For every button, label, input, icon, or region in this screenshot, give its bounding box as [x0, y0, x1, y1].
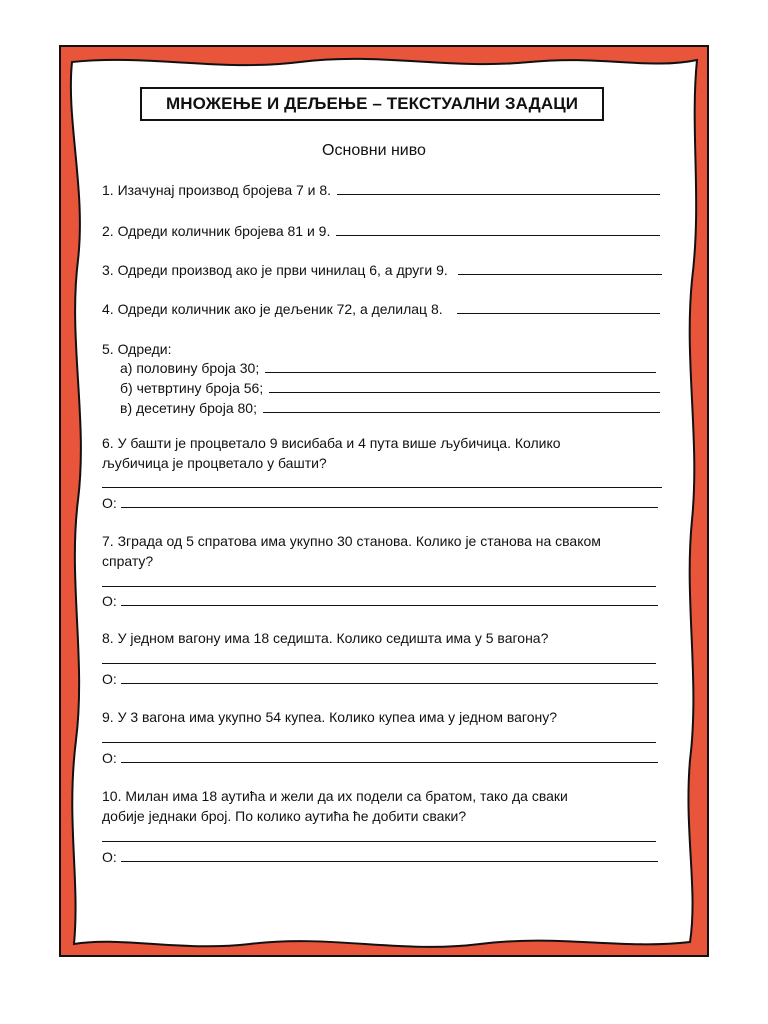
work-line[interactable] — [102, 841, 656, 842]
task-8-text: 8. У једном вагону има 18 седишта. Колико седишта има у 5 вагона? — [102, 630, 549, 646]
task-2 — [102, 219, 660, 239]
task-6-text: 6. У башти је процветало 9 висибаба и 4 пута више љубичица. Колико љубичица је процветало у башти? — [102, 435, 561, 471]
task-7-answer — [102, 589, 658, 609]
answer-line[interactable] — [337, 194, 660, 195]
task-9-answer — [102, 746, 658, 766]
answer-line[interactable] — [121, 507, 658, 508]
task-5c-text: в) десетину броја 80; — [120, 400, 257, 416]
task-2-text: 2. Одреди количник бројева 81 и 9. — [102, 223, 331, 239]
task-8-answer — [102, 667, 658, 687]
task-5b-text: б) четвртину броја 56; — [120, 380, 264, 396]
task-4-text: 4. Одреди количник ако је дељеник 72, а делилац 8. — [102, 301, 443, 317]
task-4 — [102, 297, 660, 317]
task-10-answer — [102, 845, 658, 865]
answer-line[interactable] — [336, 235, 660, 236]
task-3-text: 3. Одреди производ ако је први чинилац 6, а други 9. — [102, 262, 448, 278]
task-7-text: 7. Зграда од 5 спратова има укупно 30 станова. Колико је станова на сваком спрату? — [102, 533, 601, 569]
work-line[interactable] — [102, 586, 656, 587]
task-9-text: 9. У 3 вагона има укупно 54 купеа. Колико купеа има у једном вагону? — [102, 709, 558, 725]
task-5a — [120, 356, 656, 376]
task-1 — [102, 178, 660, 198]
answer-line[interactable] — [121, 762, 658, 763]
answer-label: О: — [102, 849, 117, 865]
answer-line[interactable] — [458, 274, 662, 275]
task-5-text: 5. Одреди: — [102, 341, 172, 357]
answer-line[interactable] — [269, 392, 660, 393]
task-5c — [120, 396, 660, 416]
level-subtitle: Основни ниво — [322, 142, 426, 159]
answer-line[interactable] — [121, 861, 658, 862]
answer-line[interactable] — [121, 683, 658, 684]
task-6-answer — [102, 491, 658, 511]
answer-label: О: — [102, 495, 117, 511]
answer-label: О: — [102, 593, 117, 609]
work-line[interactable] — [102, 742, 656, 743]
task-10-text: 10. Милан има 18 аутића и жели да их подели са братом, тако да сваки добије једнаки број. По колико аутића ће добити сваки? — [102, 788, 568, 824]
answer-line[interactable] — [457, 313, 660, 314]
task-3 — [102, 258, 662, 278]
work-line[interactable] — [102, 663, 656, 664]
answer-label: О: — [102, 671, 117, 687]
worksheet-title: МНОЖЕЊЕ И ДЕЉЕЊЕ – ТЕКСТУАЛНИ ЗАДАЦИ — [140, 87, 604, 121]
work-line[interactable] — [102, 487, 662, 488]
task-1-text: 1. Изачунај производ бројева 7 и 8. — [102, 182, 332, 198]
answer-label: О: — [102, 750, 117, 766]
task-5 — [102, 337, 171, 357]
task-5a-text: а) половину броја 30; — [120, 360, 260, 376]
task-5b — [120, 376, 660, 396]
answer-line[interactable] — [121, 605, 658, 606]
answer-line[interactable] — [263, 412, 660, 413]
answer-line[interactable] — [265, 372, 656, 373]
